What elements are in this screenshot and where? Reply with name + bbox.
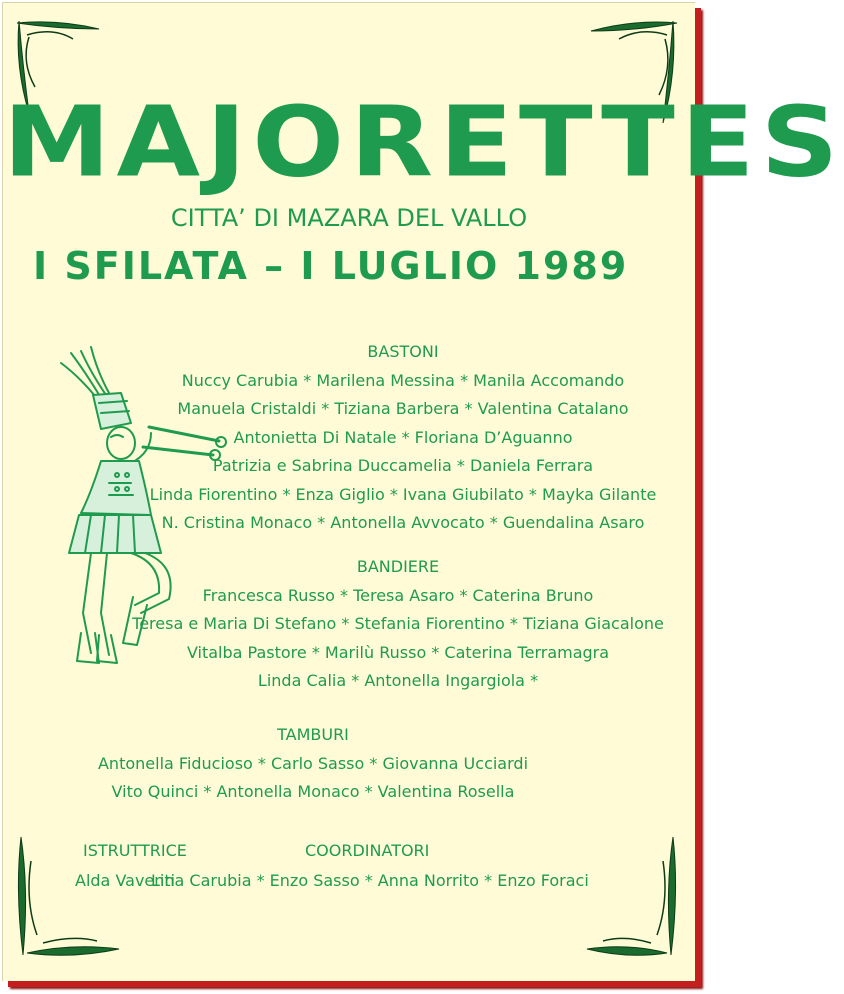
section-heading: BANDIERE [356,557,440,576]
name-line: Patrizia e Sabrina Duccamelia * Daniela Ferrara [212,456,594,475]
section-bandiere [123,553,673,696]
name-line: Linda Calia * Antonella Ingargiola * [257,671,539,690]
name-line: Francesca Russo * Teresa Asaro * Caterina Bruno [202,585,594,605]
section-bastoni [133,338,673,538]
section-heading: TAMBURI [277,725,349,744]
poster-title: MAJORETTES [3,86,844,199]
name-line: N. Cristina Monaco * Antonella Avvocato * Guendalina Asaro [161,513,645,532]
name-line: Teresa e Maria Di Stefano * Stefania Fiorentino * Tiziana Giacalone [132,614,664,633]
name-line: Antonietta Di Natale * Floriana D’Aguanno [233,427,573,447]
section-tamburi [83,721,543,807]
istruttrice-heading: ISTRUTTRICE [83,841,187,860]
name-line: Linda Fiorentino * Enza Giglio * Ivana Giubilato * Mayka Gilante [149,484,657,504]
coordinatori-heading: COORDINATORI [305,841,430,860]
name-line: Vito Quinci * Antonella Monaco * Valentina Rosella [111,782,515,801]
name-line: Manuela Cristaldi * Tiziana Barbera * Valentina Catalano [177,399,629,418]
event-date-line: I SFILATA – I LUGLIO 1989 [33,244,629,288]
poster-subtitle: CITTA’ DI MAZARA DEL VALLO [170,204,528,232]
name-line: Vitalba Pastore * Marilù Russo * Caterina Terramagra [186,642,610,662]
leaf-corner-ornament-icon [583,831,683,961]
name-line: Antonella Fiducioso * Carlo Sasso * Giovanna Ucciardi [97,753,529,773]
name-line: Nuccy Carubia * Marilena Messina * Manila Accomando [181,370,625,390]
section-heading: BASTONI [367,342,439,361]
istruttrice-name: Alda Vaventi [75,871,176,890]
poster-sheet [2,2,844,981]
coordinatori-names: Lina Carubia * Enzo Sasso * Anna Norrito * Enzo Foraci [151,871,589,890]
